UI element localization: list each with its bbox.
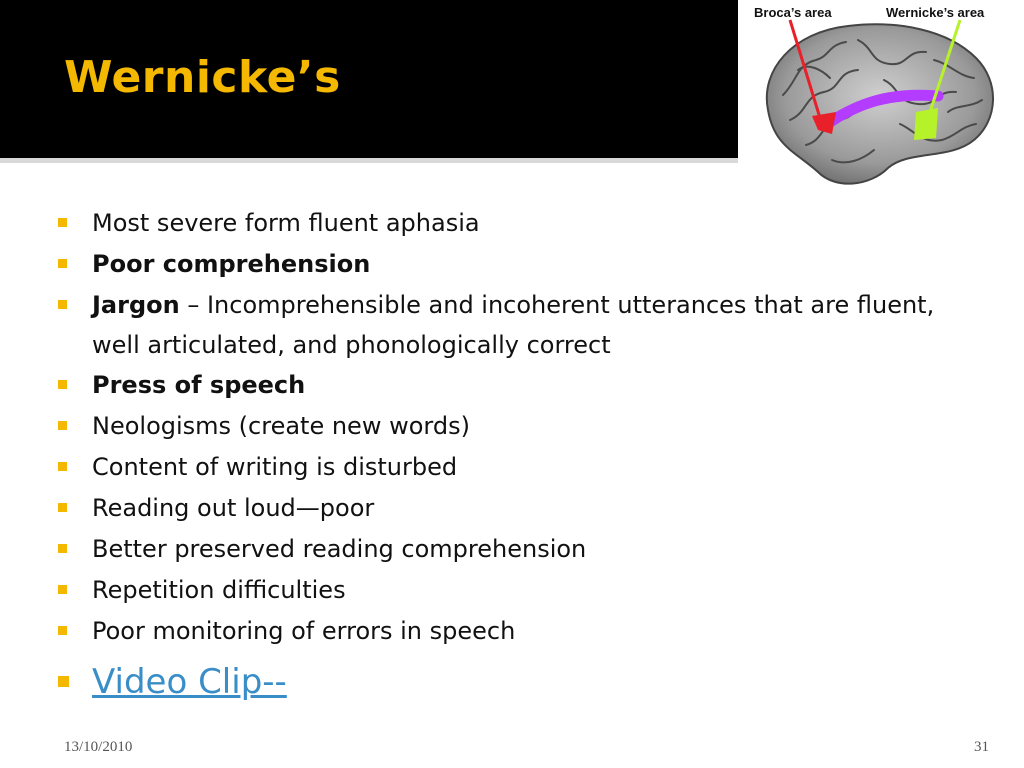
bullet-square-icon <box>58 503 67 512</box>
bullet-square-icon <box>58 585 67 594</box>
bullet-square-icon <box>58 218 67 227</box>
bullet-square-icon <box>58 421 67 430</box>
bullet-square-icon <box>58 676 69 687</box>
bullet-text: Neologisms (create new words) <box>92 412 470 440</box>
bullet-item <box>56 447 956 488</box>
bullet-item <box>56 570 956 611</box>
bullet-item <box>56 488 956 529</box>
bullet-term: Jargon <box>92 291 180 319</box>
bullet-square-icon <box>58 626 67 635</box>
bullet-item <box>56 529 956 570</box>
brocas-area-label: Broca’s area <box>754 5 832 20</box>
bullet-text: Repetition difficulties <box>92 576 346 604</box>
bullet-item <box>56 203 956 244</box>
bullet-text: Most severe form fluent aphasia <box>92 209 480 237</box>
bullet-text: Better preserved reading comprehension <box>92 535 587 563</box>
bullet-item <box>56 406 956 447</box>
bullet-item <box>56 611 956 652</box>
bullet-square-icon <box>58 380 67 389</box>
bullet-square-icon <box>58 300 67 309</box>
brain-illustration <box>738 0 1024 200</box>
video-clip-link[interactable]: Video Clip-- <box>92 662 287 702</box>
bullet-item <box>56 285 956 365</box>
bullet-square-icon <box>58 259 67 268</box>
brain-diagram <box>738 0 1024 200</box>
bullet-item <box>56 654 956 710</box>
bullet-text: Content of writing is disturbed <box>92 453 458 481</box>
bullet-item <box>56 365 956 406</box>
slide-number: 31 <box>974 739 989 755</box>
bullet-item <box>56 244 956 285</box>
bullet-text-bold: Press of speech <box>92 371 306 399</box>
slide-title: Wernicke’s <box>64 52 341 103</box>
bullet-list <box>56 203 956 710</box>
bullet-text: Poor monitoring of errors in speech <box>92 617 516 645</box>
wernickes-area-label: Wernicke’s area <box>886 5 985 20</box>
title-divider <box>0 158 740 163</box>
footer-date: 13/10/2010 <box>64 739 133 755</box>
bullet-square-icon <box>58 544 67 553</box>
bullet-text-bold: Poor comprehension <box>92 250 371 278</box>
bullet-definition: – Incomprehensible and incoherent utterances that are fluent, well articulated, and phonologically correct <box>92 291 935 359</box>
bullet-square-icon <box>58 462 67 471</box>
bullet-text: Reading out loud—poor <box>92 494 375 522</box>
